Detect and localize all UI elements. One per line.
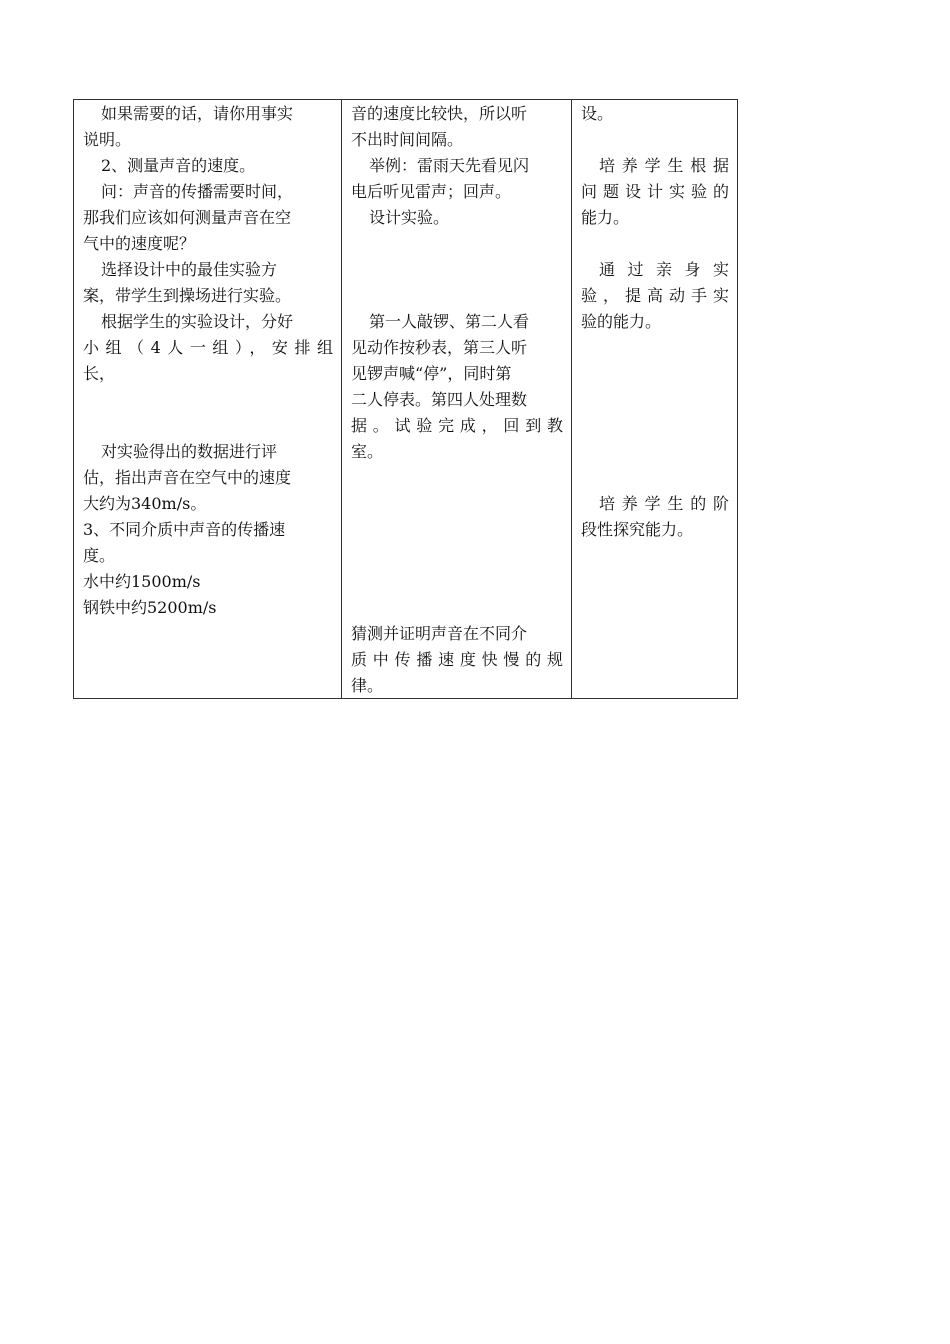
student-text-line: 第一人敲锣、第二人看 — [369, 312, 530, 331]
teacher-text-line: 选择设计中的最佳实验方 — [101, 260, 278, 279]
teacher-text-line: 2、测量声音的速度。 — [101, 156, 256, 175]
student-text-line: 设计实验。 — [369, 208, 450, 227]
intent-text-line: 段性探究能力。 — [581, 520, 694, 539]
student-text-line: 电后听见雷声；回声。 — [351, 182, 512, 201]
intent-text-line: 培养学生的阶 — [599, 494, 729, 513]
student-text-line: 见锣声喊“停”，同时第 — [351, 364, 512, 383]
intent-text-line: 设。 — [581, 104, 614, 123]
student-text-line: 质中传播速度快慢的规 — [351, 650, 563, 669]
teacher-text-line: 那我们应该如何测量声音在空 — [83, 208, 292, 227]
intent-text-line: 验的能力。 — [581, 312, 662, 331]
teacher-text-line: 如果需要的话，请你用事实 — [101, 104, 294, 123]
teacher-text-line: 对实验得出的数据进行评 — [101, 442, 278, 461]
design-intent-column — [572, 100, 737, 698]
teacher-text-line: 长， — [83, 364, 116, 383]
lesson-plan-table — [73, 99, 738, 699]
teacher-text-line: 根据学生的实验设计，分好 — [101, 312, 294, 331]
teacher-text-line: 气中的速度呢？ — [83, 234, 196, 253]
student-text-line: 据。试验完成，回到教 — [351, 416, 563, 435]
teacher-text-line: 小组（4人一组），安排组 — [83, 338, 333, 357]
teacher-text-line: 3、不同介质中声音的传播速 — [83, 520, 286, 539]
student-text-line: 举例：雷雨天先看见闪 — [369, 156, 530, 175]
teacher-text-line: 水中约1500m/s — [83, 572, 201, 591]
teacher-text-line: 说明。 — [83, 130, 132, 149]
student-text-line: 不出时间间隔。 — [351, 130, 464, 149]
student-text-line: 音的速度比较快，所以听 — [351, 104, 528, 123]
intent-text-line: 问题设计实验的 — [581, 182, 729, 201]
student-text-line: 二人停表。第四人处理数 — [351, 390, 528, 409]
student-text-line: 律。 — [351, 676, 384, 695]
teacher-text-line: 钢铁中约5200m/s — [83, 598, 217, 617]
intent-text-line: 验，提高动手实 — [581, 286, 729, 305]
student-activity-column — [342, 100, 572, 698]
student-text-line: 猜测并证明声音在不同介 — [351, 624, 528, 643]
teacher-text-line: 案，带学生到操场进行实验。 — [83, 286, 292, 305]
student-text-line: 见动作按秒表，第三人听 — [351, 338, 528, 357]
teacher-text-line: 大约为340m/s。 — [83, 494, 207, 513]
intent-text-line: 通过亲身实 — [599, 260, 729, 279]
teacher-text-line: 估，指出声音在空气中的速度 — [83, 468, 292, 487]
student-text-line: 室。 — [351, 442, 384, 461]
teacher-activity-column — [74, 100, 342, 698]
teacher-text-line: 问：声音的传播需要时间， — [101, 182, 294, 201]
intent-text-line: 能力。 — [581, 208, 630, 227]
teacher-text-line: 度。 — [83, 546, 116, 565]
intent-text-line: 培养学生根据 — [599, 156, 729, 175]
